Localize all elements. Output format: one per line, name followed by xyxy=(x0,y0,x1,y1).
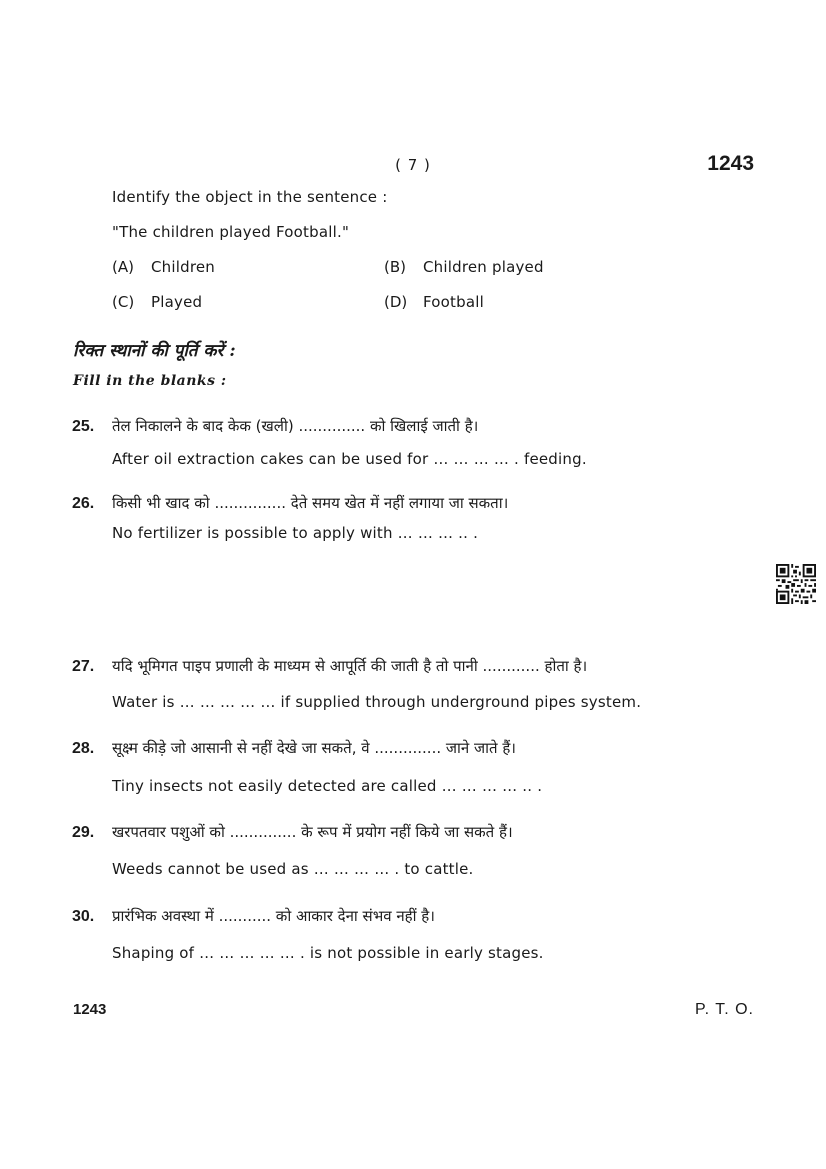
option-c-text: Played xyxy=(151,293,203,311)
question-hindi-text: तेल निकालने के बाद केक (खली) .............. को खिलाई जाती है। xyxy=(112,417,479,435)
question-number: 30. xyxy=(72,908,95,925)
question-english-text: Shaping of … … … … … . is not possible in early stages. xyxy=(112,944,544,962)
question-hindi-text: किसी भी खाद को ............... देते समय खेत में नहीं लगाया जा सकता। xyxy=(112,494,509,512)
option-a-letter: (A) xyxy=(112,258,134,276)
question-number: 29. xyxy=(72,824,95,841)
option-d-text: Football xyxy=(423,293,484,311)
option-c-letter: (C) xyxy=(112,293,135,311)
question-number: 27. xyxy=(72,658,95,675)
question-english-text: No fertilizer is possible to apply with … … … .. . xyxy=(112,524,479,542)
question-number: 25. xyxy=(72,418,95,435)
question-number: 26. xyxy=(72,495,95,512)
option-d-letter: (D) xyxy=(384,293,408,311)
page-number: ( 7 ) xyxy=(395,156,431,174)
section-title-english: Fill in the blanks : xyxy=(73,373,227,389)
option-b-letter: (B) xyxy=(384,258,406,276)
qr-code-icon xyxy=(776,564,816,604)
question-english-text: Water is … … … … … if supplied through underground pipes system. xyxy=(112,693,642,711)
question-prompt: Identify the object in the sentence : xyxy=(112,188,388,206)
question-hindi-text: सूक्ष्म कीड़े जो आसानी से नहीं देखे जा सकते, वे .............. जाने जाते हैं। xyxy=(112,739,516,757)
question-english-text: After oil extraction cakes can be used for … … … … . feeding. xyxy=(112,450,587,468)
question-english-text: Tiny insects not easily detected are called … … … … .. . xyxy=(112,777,543,795)
question-number: 28. xyxy=(72,740,95,757)
question-hindi-text: खरपतवार पशुओं को .............. के रूप में प्रयोग नहीं किये जा सकते हैं। xyxy=(112,823,513,841)
question-hindi-text: प्रारंभिक अवस्था में ........... को आकार देना संभव नहीं है। xyxy=(112,907,435,925)
question-hindi-text: यदि भूमिगत पाइप प्रणाली के माध्यम से आपूर्ति की जाती है तो पानी ............ होता है। xyxy=(112,657,588,675)
question-english-text: Weeds cannot be used as … … … … . to cattle. xyxy=(112,860,474,878)
option-a-text: Children xyxy=(151,258,216,276)
section-title-hindi: रिक्त स्थानों की पूर्ति करें : xyxy=(73,341,236,361)
pto-label: P. T. O. xyxy=(695,1001,754,1018)
paper-code-top: 1243 xyxy=(707,152,754,175)
option-b-text: Children played xyxy=(423,258,544,276)
paper-code-bottom: 1243 xyxy=(73,1001,107,1018)
question-sentence: "The children played Football." xyxy=(112,223,350,241)
